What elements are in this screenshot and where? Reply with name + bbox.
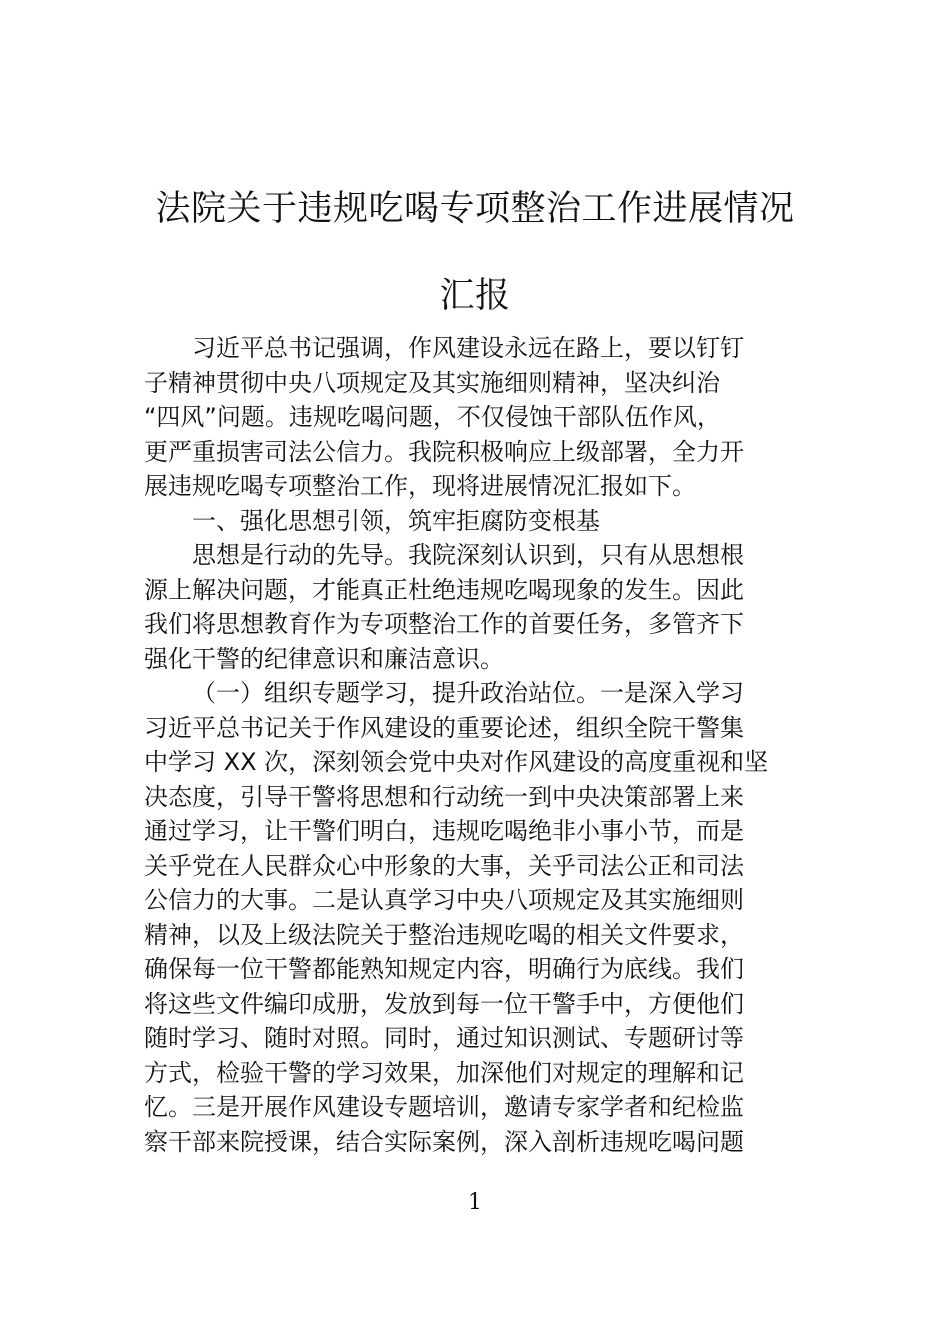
paragraph-line: 源上解决问题，才能真正杜绝违规吃喝现象的发生。因此 xyxy=(144,575,744,604)
paragraph-line: 子精神贯彻中央八项规定及其实施细则精神，坚决纠治 xyxy=(144,368,720,397)
paragraph-line: 思想是行动的先导。我院深刻认识到，只有从思想根 xyxy=(192,541,744,569)
paragraph-line: 确保每一位干警都能熟知规定内容，明确行为底线。我们 xyxy=(144,955,744,983)
paragraph-line: 我们将思想教育作为专项整治工作的首要任务，多管齐下 xyxy=(144,610,744,638)
paragraph-line: 展违规吃喝专项整治工作，现将进展情况汇报如下。 xyxy=(144,472,696,500)
paragraph-line: 更严重损害司法公信力。我院积极响应上级部署，全力开 xyxy=(144,437,744,466)
paragraph-line: 强化干警的纪律意识和廉洁意识。 xyxy=(144,644,504,673)
paragraph-line: 公信力的大事。二是认真学习中央八项规定及其实施细则 xyxy=(144,886,744,914)
paragraph-line: 随时学习、随时对照。同时，通过知识测试、专题研讨等 xyxy=(144,1024,744,1052)
document-title xyxy=(130,166,820,340)
paragraph-line: 通过学习，让干警们明白，违规吃喝绝非小事小节，而是 xyxy=(144,817,744,845)
document-body xyxy=(144,331,808,1159)
paragraph-line: 决态度，引导干警将思想和行动统一到中央决策部署上来 xyxy=(144,782,744,811)
subsection-line: （一）组织专题学习，提升政治站位。一是深入学习 xyxy=(192,679,744,707)
paragraph-line: 关乎党在人民群众心中形象的大事，关乎司法公正和司法 xyxy=(144,851,744,880)
paragraph-line: “四风”问题。违规吃喝问题，不仅侵蚀干部队伍作风， xyxy=(144,403,721,431)
title-line-2: 汇报 xyxy=(439,276,511,316)
section-heading: 一、强化思想引领，筑牢拒腐防变根基 xyxy=(192,506,600,535)
paragraph-line: 方式，检验干警的学习效果，加深他们对规定的理解和记 xyxy=(144,1058,744,1087)
paragraph-line: 忆。三是开展作风建设专题培训，邀请专家学者和纪检监 xyxy=(144,1093,744,1121)
paragraph-line: 习近平总书记强调，作风建设永远在路上，要以钉钉 xyxy=(192,334,744,362)
page-number: 1 xyxy=(468,1190,482,1215)
paragraph-line: 习近平总书记关于作风建设的重要论述，组织全院干警集 xyxy=(144,713,744,742)
paragraph-line: 察干部来院授课，结合实际案例，深入剖析违规吃喝问题 xyxy=(144,1127,744,1156)
paragraph-line: 将这些文件编印成册，发放到每一位干警手中，方便他们 xyxy=(144,989,744,1018)
paragraph-line: 中学习 XX 次，深刻领会党中央对作风建设的高度重视和坚 xyxy=(144,748,769,776)
paragraph-line: 精神，以及上级法院关于整治违规吃喝的相关文件要求， xyxy=(144,920,744,949)
title-line-1: 法院关于违规吃喝专项整治工作进展情况 xyxy=(155,189,795,229)
